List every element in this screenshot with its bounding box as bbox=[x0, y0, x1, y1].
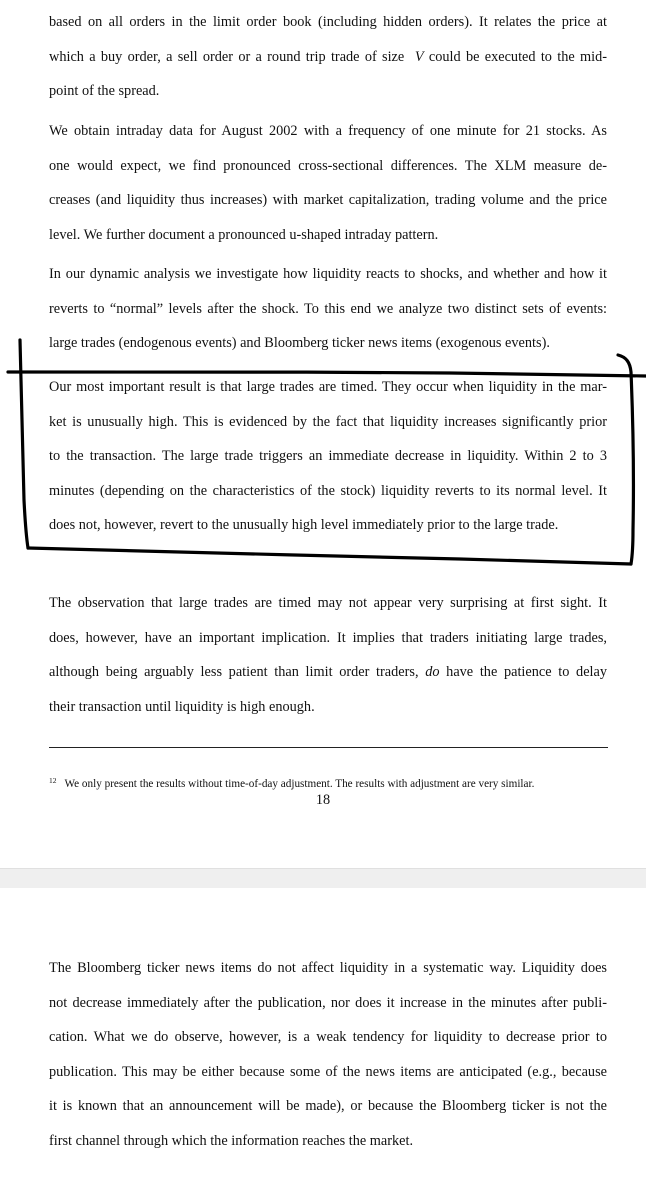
text-line: point of the spread. bbox=[49, 83, 160, 99]
paragraph-key-result-highlighted bbox=[49, 370, 607, 543]
text-line: it is known that an announcement will be made), or because the Bloomberg ticker is not the bbox=[49, 1098, 607, 1114]
paragraph-bloomberg-news bbox=[49, 951, 607, 1158]
paragraph-dynamic-analysis bbox=[49, 257, 607, 361]
text-line: large trades (endogenous events) and Bloomberg ticker news items (exogenous events). bbox=[49, 335, 550, 351]
text-line: minutes (depending on the characteristics of the stock) liquidity reverts to its normal level. It bbox=[49, 482, 607, 499]
paragraph-timing-implication bbox=[49, 586, 607, 724]
text-line: cation. What we do observe, however, is a weak tendency for liquidity to decrease prior to bbox=[49, 1029, 607, 1045]
footnote-divider bbox=[49, 747, 608, 748]
page-separator bbox=[0, 868, 646, 890]
paragraph-intraday-data bbox=[49, 114, 607, 252]
text-line: to the transaction. The large trade triggers an immediate decrease in liquidity. Within 2 to 3 bbox=[49, 448, 607, 464]
document-page-19 bbox=[0, 888, 646, 1200]
text-line: not decrease immediately after the publication, nor does it increase in the minutes after publi- bbox=[49, 994, 607, 1011]
variable-v: V bbox=[414, 48, 424, 65]
text-line: We obtain intraday data for August 2002 with a frequency of one minute for 21 stocks. As bbox=[49, 123, 607, 139]
marker-stroke-right bbox=[618, 355, 633, 564]
text-line: Our most important result is that large trades are timed. They occur when liquidity in the mar- bbox=[49, 379, 607, 395]
footnote-marker: 12 bbox=[49, 776, 57, 785]
text-line: In our dynamic analysis we investigate how liquidity reacts to shocks, and whether and how it bbox=[49, 266, 607, 282]
text-line: publication. This may be either because some of the news items are anticipated (e.g., because bbox=[49, 1063, 607, 1080]
marker-stroke-left bbox=[20, 340, 28, 548]
text-line: first channel through which the information reaches the market. bbox=[49, 1132, 414, 1149]
text-line: one would expect, we find pronounced cross-sectional differences. The XLM measure de- bbox=[49, 157, 607, 174]
marker-stroke-bottom bbox=[28, 548, 631, 564]
text-line: level. We further document a pronounced u-shaped intraday pattern. bbox=[49, 226, 439, 243]
footnote bbox=[49, 774, 609, 791]
text-line: does, however, have an important implication. It implies that traders initiating large trades, bbox=[49, 629, 607, 646]
text-line: does not, however, revert to the unusually high level immediately prior to the large trade. bbox=[49, 517, 559, 533]
text-line: creases (and liquidity thus increases) with market capitalization, trading volume and the price bbox=[49, 192, 607, 208]
text-line: although being arguably less patient than limit order traders, do have the patience to delay bbox=[49, 664, 608, 680]
footnote-text: We only present the results without time-of-day adjustment. The results with adjustment are very similar. bbox=[64, 778, 535, 790]
text-line: The observation that large trades are timed may not appear very surprising at first sight. It bbox=[49, 595, 607, 611]
paragraph-measure-description bbox=[49, 5, 607, 109]
text-line: which a buy order, a sell order or a round trip trade of size V could be executed to the mid- bbox=[49, 48, 608, 65]
text-line: The Bloomberg ticker news items do not affect liquidity in a systematic way. Liquidity does bbox=[49, 960, 607, 976]
text-line: their transaction until liquidity is high enough. bbox=[49, 698, 315, 715]
emphasis-do: do bbox=[425, 664, 440, 680]
text-line: ket is unusually high. This is evidenced by the fact that liquidity increases significantly prior bbox=[49, 413, 607, 430]
text-line: reverts to “normal” levels after the shock. To this end we analyze two distinct sets of events: bbox=[49, 300, 607, 317]
text-line: based on all orders in the limit order book (including hidden orders). It relates the price at bbox=[49, 14, 607, 30]
page-number: 18 bbox=[315, 792, 331, 808]
